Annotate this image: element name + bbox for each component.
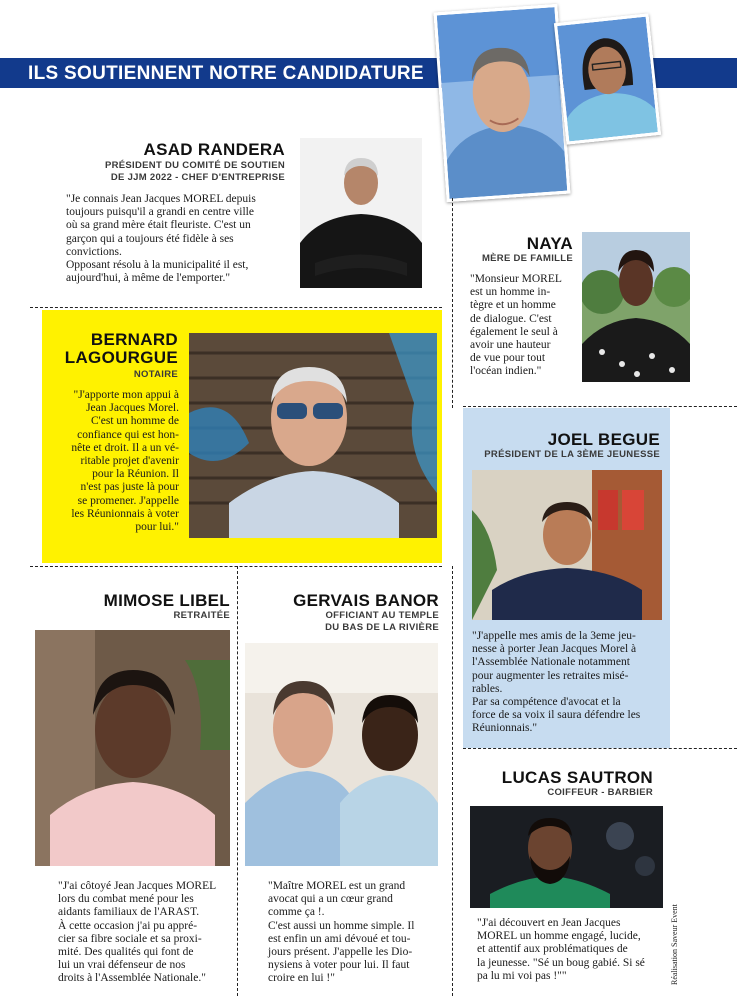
supporter-role: RETRAITÉE <box>173 610 230 621</box>
page-title: ILS SOUTIENNENT NOTRE CANDIDATURE <box>28 63 424 84</box>
supporter-name: MIMOSE LIBEL <box>103 591 230 610</box>
supporter-photo <box>472 470 662 620</box>
divider-line <box>30 307 442 308</box>
supporter-photo <box>582 232 690 382</box>
supporter-photo <box>189 333 437 538</box>
supporter-name: JOEL BEGUE <box>547 430 660 449</box>
divider-line <box>237 566 238 996</box>
supporter-role: NOTAIRE <box>133 369 178 380</box>
supporter-role: DU BAS DE LA RIVIÈRE <box>325 622 439 633</box>
divider-line <box>452 566 453 996</box>
supporter-photo <box>300 138 422 288</box>
supporter-name: ASAD RANDERA <box>143 140 285 159</box>
supporter-quote: "Je connais Jean Jacques MOREL depuis toujours puisqu'il a grandi en centre ville où sa grand mère était fleuriste. C'est un garçon qui a toujours été fidèle à ses convictions. Opposant résolu à la municipalité il est, aujourd'hui, à même de l'emporter." <box>66 193 256 285</box>
divider-line <box>463 748 737 749</box>
supporter-name: LUCAS SAUTRON <box>501 768 653 787</box>
supporter-role: PRÉSIDENT DE LA 3ÈME JEUNESSE <box>484 449 660 460</box>
supporter-name: NAYA <box>526 234 573 253</box>
supporter-photo <box>470 806 663 908</box>
divider-line <box>452 198 453 408</box>
supporter-role: DE JJM 2022 - CHEF D'ENTREPRISE <box>110 172 285 183</box>
supporter-role: OFFICIANT AU TEMPLE <box>325 610 439 621</box>
divider-line <box>463 406 737 407</box>
supporter-photo <box>245 643 438 866</box>
supporter-quote: "J'apporte mon appui à Jean Jacques Morel. C'est un homme de confiance qui est hon- nête et droit. Il a un vé- ritable projet d'avenir pour la Réunion. Il n'est pas juste là pour se promener. J'appelle les Réunionnais à voter pour lui." <box>71 389 179 534</box>
supporter-photo <box>35 630 230 866</box>
supporter-name: GERVAIS BANOR <box>293 591 439 610</box>
supporter-quote: "J'appelle mes amis de la 3eme jeu- nesse à porter Jean Jacques Morel à l'Assemblée Nationale notamment pour augmenter les retraites misé- rables. Par sa compétence d'avocat et la force de sa voix il saura défendre les Réunionnais." <box>472 630 641 735</box>
supporter-role: PRÉSIDENT DU COMITÉ DE SOUTIEN <box>104 160 285 171</box>
supporter-quote: "Maître MOREL est un grand avocat qui a un cœur grand comme ça !. C'est aussi un homme simple. Il est enfin un ami dévoué et tou- jours présent. J'appelle les Dio- nysiens à voter pour lui. Il faut croire en lui !" <box>268 880 415 985</box>
candidate-photo-substitute <box>554 13 661 144</box>
photo-credit: Réalisation Saveur Event <box>670 904 679 985</box>
supporter-role: MÈRE DE FAMILLE <box>481 253 573 264</box>
supporter-quote: "Monsieur MOREL est un homme in- tègre et un homme de dialogue. C'est également le seul à avoir une hauteur de vue pour tout l'océan indien." <box>470 273 562 378</box>
supporter-role: COIFFEUR - BARBIER <box>547 787 653 798</box>
supporter-name: BERNARD <box>90 330 178 349</box>
divider-line <box>30 566 442 567</box>
supporter-name: LAGOURGUE <box>64 348 178 367</box>
candidate-photo-main <box>434 4 571 202</box>
supporter-quote: "J'ai découvert en Jean Jacques MOREL un homme engagé, lucide, et attentif aux problématiques de la jeunesse. "Sé un boug gabié. Si sé pa lu mi voi pas !"" <box>477 917 645 982</box>
supporter-quote: "J'ai côtoyé Jean Jacques MOREL lors du combat mené pour les aidants familiaux de l'ARAST. À cette occasion j'ai pu appré- cier sa fibre sociale et sa proxi- mité. Des qualités qui font de lui un vrai défenseur de nos droits à l'Assemblée Nationale." <box>58 880 217 985</box>
